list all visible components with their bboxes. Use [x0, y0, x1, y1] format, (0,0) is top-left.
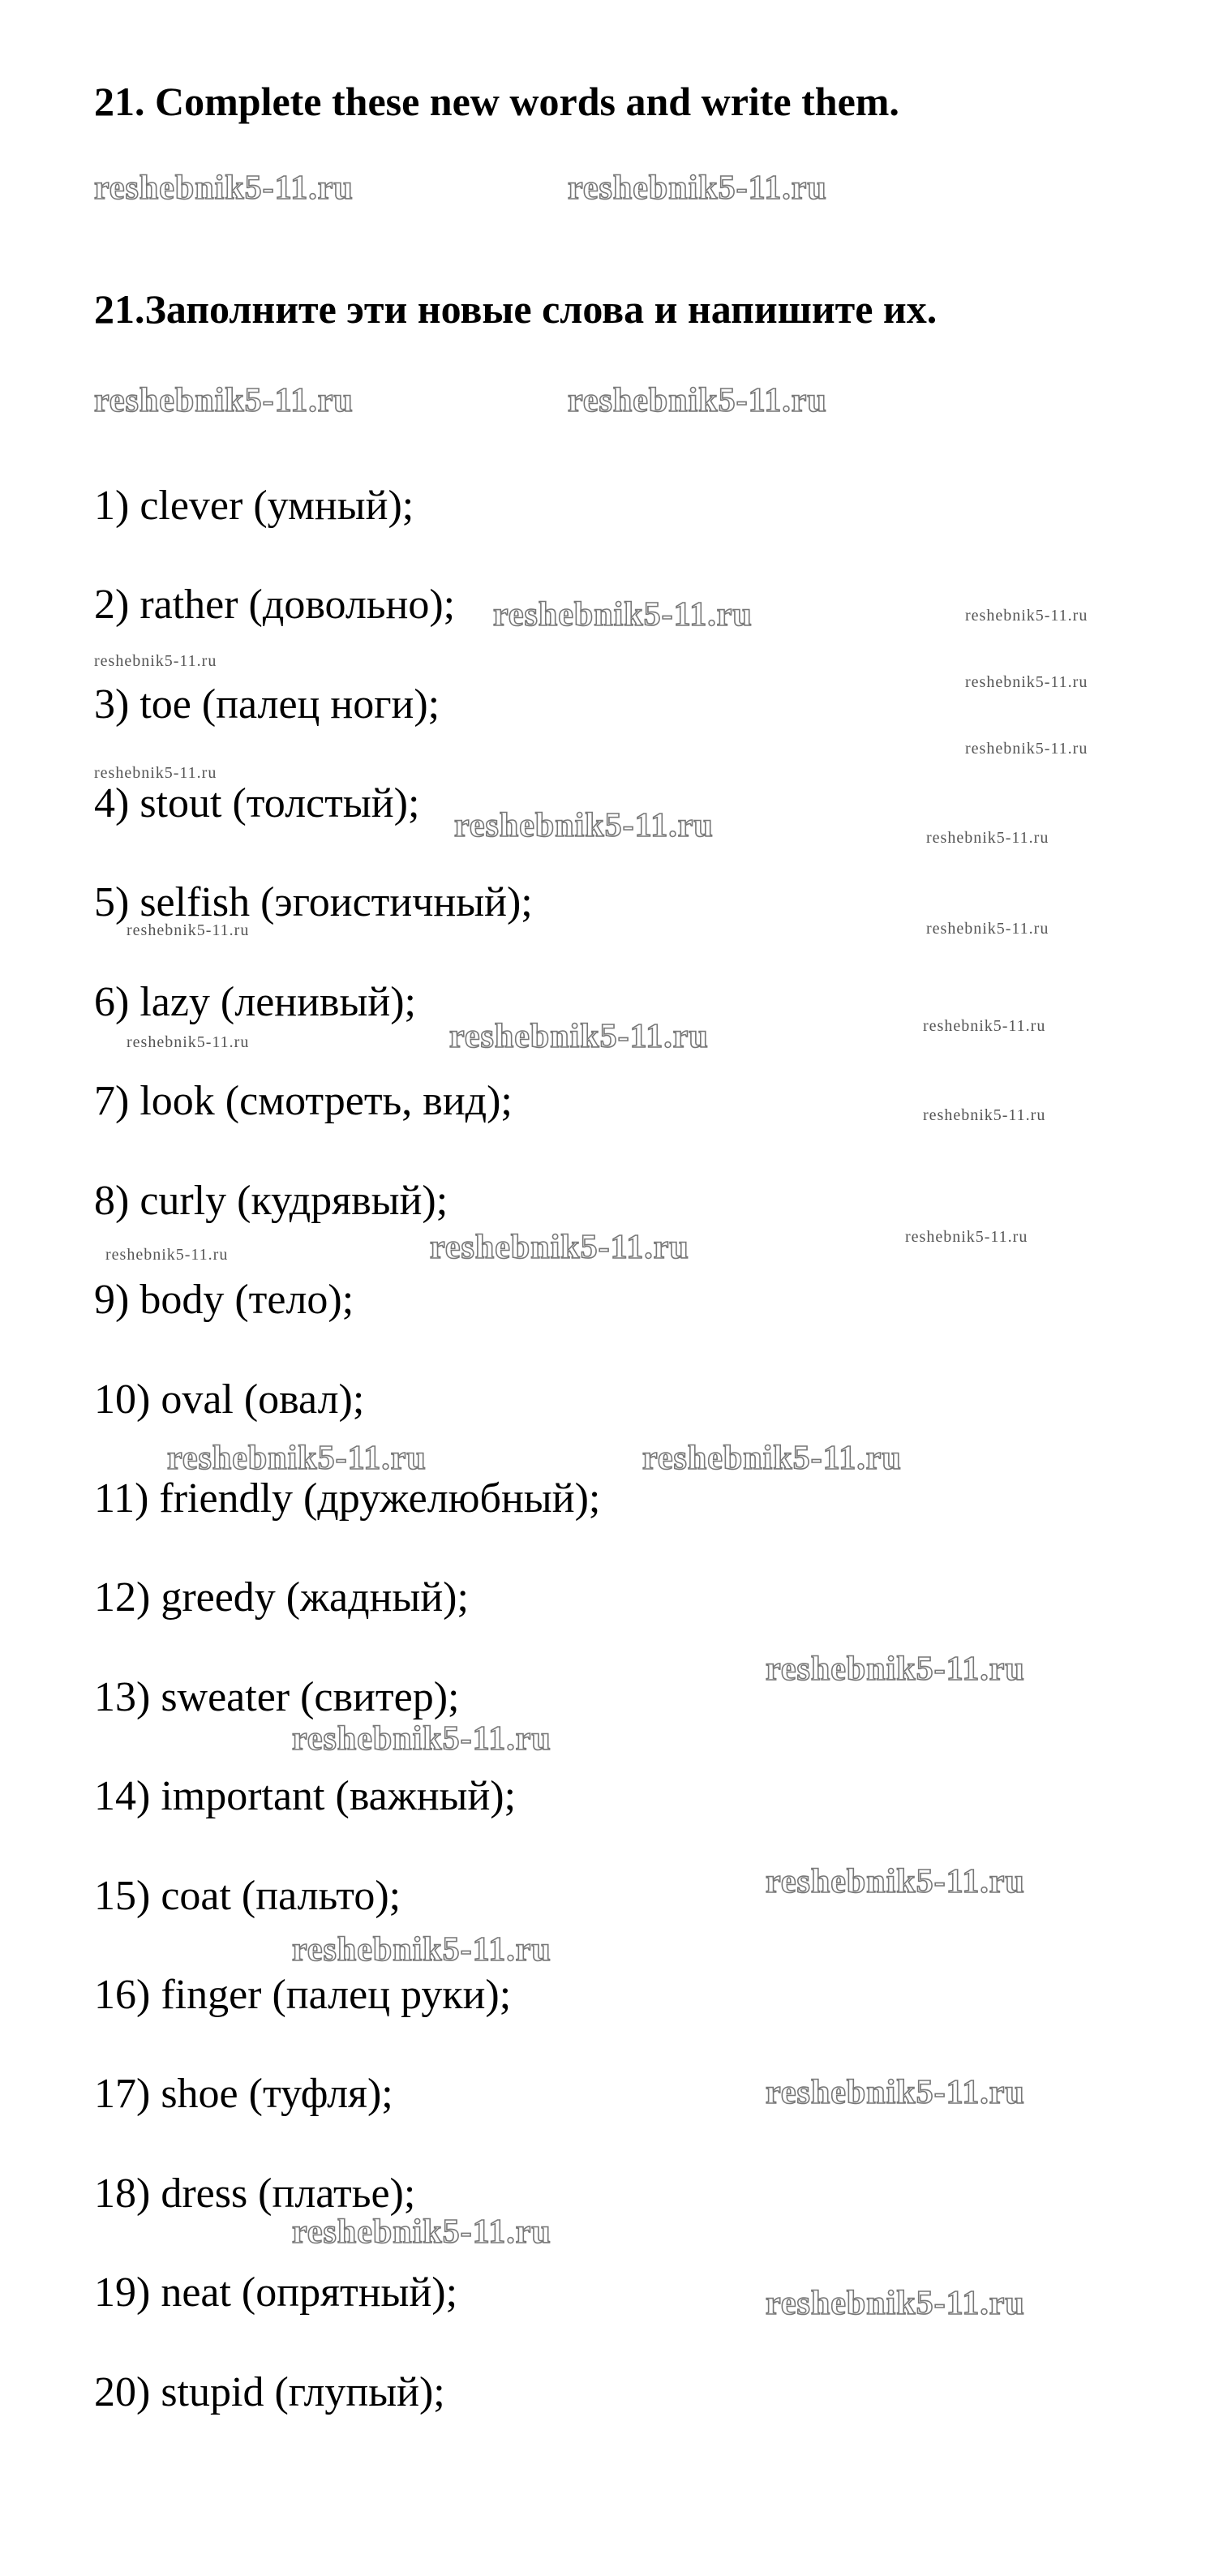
- list-item: 3) toe (палец ноги);: [94, 681, 440, 728]
- list-item: 4) stout (толстый);: [94, 780, 420, 826]
- watermark: reshebnik5-11.ru: [292, 1931, 551, 1968]
- watermark: reshebnik5-11.ru: [292, 1720, 551, 1758]
- watermark: reshebnik5-11.ru: [94, 382, 354, 419]
- watermark: reshebnik5-11.ru: [127, 1033, 250, 1051]
- watermark: reshebnik5-11.ru: [292, 2213, 551, 2251]
- watermark: reshebnik5-11.ru: [568, 170, 827, 207]
- list-item: 15) coat (пальто);: [94, 1873, 401, 1919]
- list-item: 7) look (смотреть, вид);: [94, 1078, 513, 1124]
- heading-english: 21. Complete these new words and write them.: [94, 79, 899, 124]
- watermark: reshebnik5-11.ru: [127, 921, 250, 939]
- watermark: reshebnik5-11.ru: [965, 673, 1088, 691]
- watermark: reshebnik5-11.ru: [965, 607, 1088, 625]
- watermark: reshebnik5-11.ru: [568, 382, 827, 419]
- watermark: reshebnik5-11.ru: [926, 829, 1049, 847]
- list-item: 9) body (тело);: [94, 1277, 354, 1323]
- list-item: 11) friendly (дружелюбный);: [94, 1475, 601, 1522]
- list-item: 1) clever (умный);: [94, 483, 414, 529]
- watermark: reshebnik5-11.ru: [766, 2285, 1025, 2322]
- watermark: reshebnik5-11.ru: [965, 740, 1088, 758]
- list-item: 17) shoe (туфля);: [94, 2071, 393, 2117]
- watermark: reshebnik5-11.ru: [926, 920, 1049, 938]
- watermark: reshebnik5-11.ru: [105, 1246, 229, 1264]
- list-item: 18) dress (платье);: [94, 2170, 416, 2217]
- watermark: reshebnik5-11.ru: [94, 170, 354, 207]
- watermark: reshebnik5-11.ru: [766, 1651, 1025, 1688]
- list-item: 10) oval (овал);: [94, 1376, 365, 1423]
- watermark: reshebnik5-11.ru: [905, 1228, 1028, 1246]
- watermark: reshebnik5-11.ru: [94, 764, 217, 782]
- list-item: 8) curly (кудрявый);: [94, 1178, 448, 1224]
- heading-russian: 21.Заполните эти новые слова и напишите их.: [94, 286, 938, 332]
- watermark: reshebnik5-11.ru: [923, 1106, 1046, 1124]
- watermark: reshebnik5-11.ru: [449, 1018, 709, 1055]
- watermark: reshebnik5-11.ru: [430, 1229, 689, 1266]
- watermark: reshebnik5-11.ru: [454, 807, 714, 844]
- watermark: reshebnik5-11.ru: [167, 1440, 427, 1477]
- list-item: 20) stupid (глупый);: [94, 2369, 445, 2415]
- list-item: 2) rather (довольно);: [94, 582, 456, 628]
- list-item: 12) greedy (жадный);: [94, 1574, 469, 1621]
- list-item: 14) important (важный);: [94, 1773, 517, 1819]
- watermark: reshebnik5-11.ru: [766, 2074, 1025, 2111]
- list-item: 5) selfish (эгоистичный);: [94, 879, 533, 925]
- watermark: reshebnik5-11.ru: [94, 652, 217, 670]
- watermark: reshebnik5-11.ru: [923, 1017, 1046, 1035]
- list-item: 16) finger (палец руки);: [94, 1972, 512, 2018]
- list-item: 19) neat (опрятный);: [94, 2269, 458, 2316]
- watermark: reshebnik5-11.ru: [493, 596, 753, 633]
- list-item: 13) sweater (свитер);: [94, 1674, 460, 1720]
- watermark: reshebnik5-11.ru: [766, 1863, 1025, 1900]
- list-item: 6) lazy (ленивый);: [94, 979, 417, 1025]
- watermark: reshebnik5-11.ru: [642, 1440, 902, 1477]
